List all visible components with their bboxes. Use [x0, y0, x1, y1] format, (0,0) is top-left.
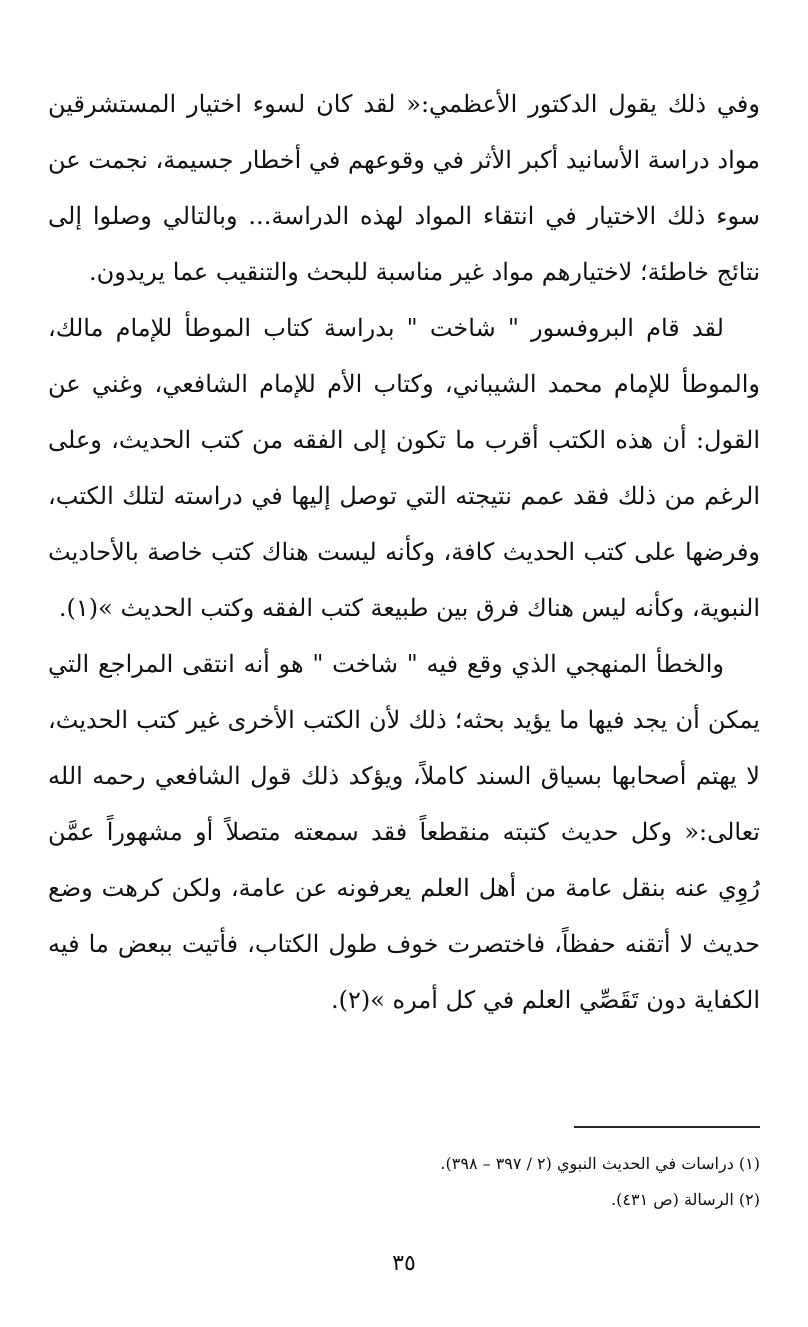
footnote-1: (١) دراسات في الحديث النبوي (٢ / ٣٩٧ – ٣٩٨).: [440, 1154, 760, 1173]
footnote-2: (٢) الرسالة (ص ٤٣١).: [611, 1190, 760, 1209]
main-text: [48, 76, 760, 1028]
paragraph-azami-quote: وفي ذلك يقول الدكتور الأعظمي:« لقد كان لسوء اختيار المستشرقين مواد دراسة الأسانيد أكبر الأثر في وقوعهم في أخطار جسيمة، نجمت عن سوء ذلك الاختيار في انتقاء المواد لهذه الدراسة... وبالتالي وصلوا إلى نتائج خاطئة؛ لاختيارهم مواد غير مناسبة للبحث والتنقيب عما يريدون.: [48, 90, 760, 286]
paragraph-methodological-error: والخطأ المنهجي الذي وقع فيه " شاخت " هو أنه انتقى المراجع التي يمكن أن يجد فيها ما يؤيد بحثه؛ ذلك لأن الكتب الأخرى غير كتب الحديث، لا يهتم أصحابها بسياق السند كاملاً، ويؤكد ذلك قول الشافعي رحمه الله تعالى:« وكل حديث كتبته منقطعاً فقد سمعته متصلاً أو مشهوراً عمَّن رُوِي عنه بنقل عامة من أهل العلم يعرفونه عن عامة، ولكن كرهت وضع حديث لا أتقنه حفظاً، فاختصرت خوف طول الكتاب، فأتيت ببعض ما فيه الكفاية دون تَقَصِّي العلم في كل أمره »(٢).: [48, 650, 760, 1014]
page-number: ٣٥: [392, 1251, 416, 1276]
paragraph-schacht-study: لقد قام البروفسور " شاخت " بدراسة كتاب الموطأ للإمام مالك، والموطأ للإمام محمد الشيباني، وكتاب الأم للإمام الشافعي، وغني عن القول: أن هذه الكتب أقرب ما تكون إلى الفقه من كتب الحديث، وعلى الرغم من ذلك فقد عمم نتيجته التي توصل إليها في دراسته لتلك الكتب، وفرضها على كتب الحديث كافة، وكأنه ليست هناك كتب خاصة بالأحاديث النبوية، وكأنه ليس هناك فرق بين طبيعة كتب الفقه وكتب الحديث »(١).: [48, 314, 760, 622]
footnote-separator: [574, 1126, 760, 1128]
footnotes: [48, 1146, 760, 1218]
